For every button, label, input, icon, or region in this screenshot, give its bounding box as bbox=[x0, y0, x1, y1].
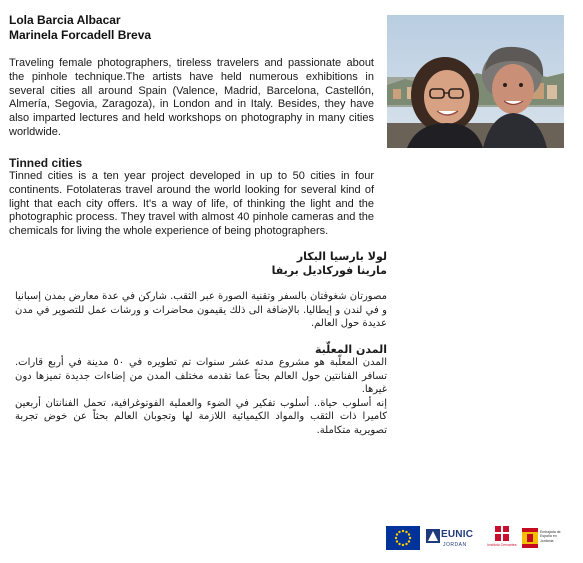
arabic-author-name: مارينا فوركاديل بريفا bbox=[271, 264, 387, 277]
arabic-author-name: لولا بارسيا البكار bbox=[296, 250, 387, 263]
eunic-logo bbox=[426, 524, 482, 552]
instituto-cervantes-logo bbox=[487, 524, 517, 552]
bio-paragraph: Traveling female photographers, tireless travelers and passionate about the pinhole technique.The artists have held numerous exhibitions in several cities all around Spain (Valence, Madrid, Barcelona, Castellón, Almería, Segovia, Zaragoza), in London and in Italy. Besides, they have also imparted lectures and held workshops on photography in many cities worldwide. bbox=[9, 57, 374, 138]
eu-flag-logo bbox=[386, 526, 420, 550]
spain-coat-of-arms-icon bbox=[522, 528, 538, 548]
arabic-body-paragraph: إنه أسلوب حياة.. أسلوب تفكير في الضوء والعملية الفوتوغرافية، تحمل الفنانتان أربعين كاميرا ذات الثقب والمواد الكيميائية اللازمة لها وتجوبان العالم بحثاً عن خوض تجربة تصويرية متكاملة. bbox=[15, 397, 387, 436]
cervantes-mark-icon bbox=[495, 526, 509, 541]
author-names bbox=[9, 13, 379, 43]
eunic-logo-text: EUNIC bbox=[441, 529, 474, 540]
artists-photo bbox=[387, 15, 564, 148]
cervantes-logo-text: Instituto Cervantes bbox=[487, 543, 517, 547]
author-name: Lola Barcia Albacar bbox=[9, 13, 121, 27]
eunic-logo-subtext: JORDAN bbox=[443, 542, 467, 548]
eunic-mark-icon bbox=[426, 529, 440, 543]
spain-embassy-logo-text: Embajada de España en Jordania bbox=[540, 530, 561, 543]
section-body: Tinned cities is a ten year project developed in up to 50 cities in four continents. Fotolateras travel around the world looking for several kind of light that each city offers. It's a way of life, of thinking the light and the photographic process. They travel with almost 40 pinhole cameras and the chemicals for living the whole experience of being photographers. bbox=[9, 170, 374, 238]
section-title: Tinned cities bbox=[9, 156, 83, 170]
arabic-body-paragraph: المدن المعلّبة هو مشروع مدته عشر سنوات تم تطويره في ٥٠ مدينة في أربع قارات. تسافر الفنانتين حول العالم بحثاً عما تقدمه مختلف المدن من إضاءات جديدة تميزها دون غيرها. bbox=[15, 357, 387, 395]
arabic-author-names bbox=[17, 250, 387, 278]
arabic-section-title: المدن المعلّبة bbox=[315, 343, 387, 356]
author-name: Marinela Forcadell Breva bbox=[9, 28, 152, 42]
arabic-bio-paragraph: مصورتان شغوفتان بالسفر وتقنية الصورة عبر الثقب. شاركن في عدة معارض بمدن إسبانيا و في لندن و إيطاليا. بالإضافة الى ذلك يقيمون محاضرات و ورشات عمل للتصوير في مدن عديدة حول العالم. bbox=[15, 291, 387, 329]
arabic-section-body bbox=[15, 356, 387, 437]
spain-embassy-logo bbox=[522, 524, 564, 552]
sponsor-logos bbox=[386, 524, 564, 554]
